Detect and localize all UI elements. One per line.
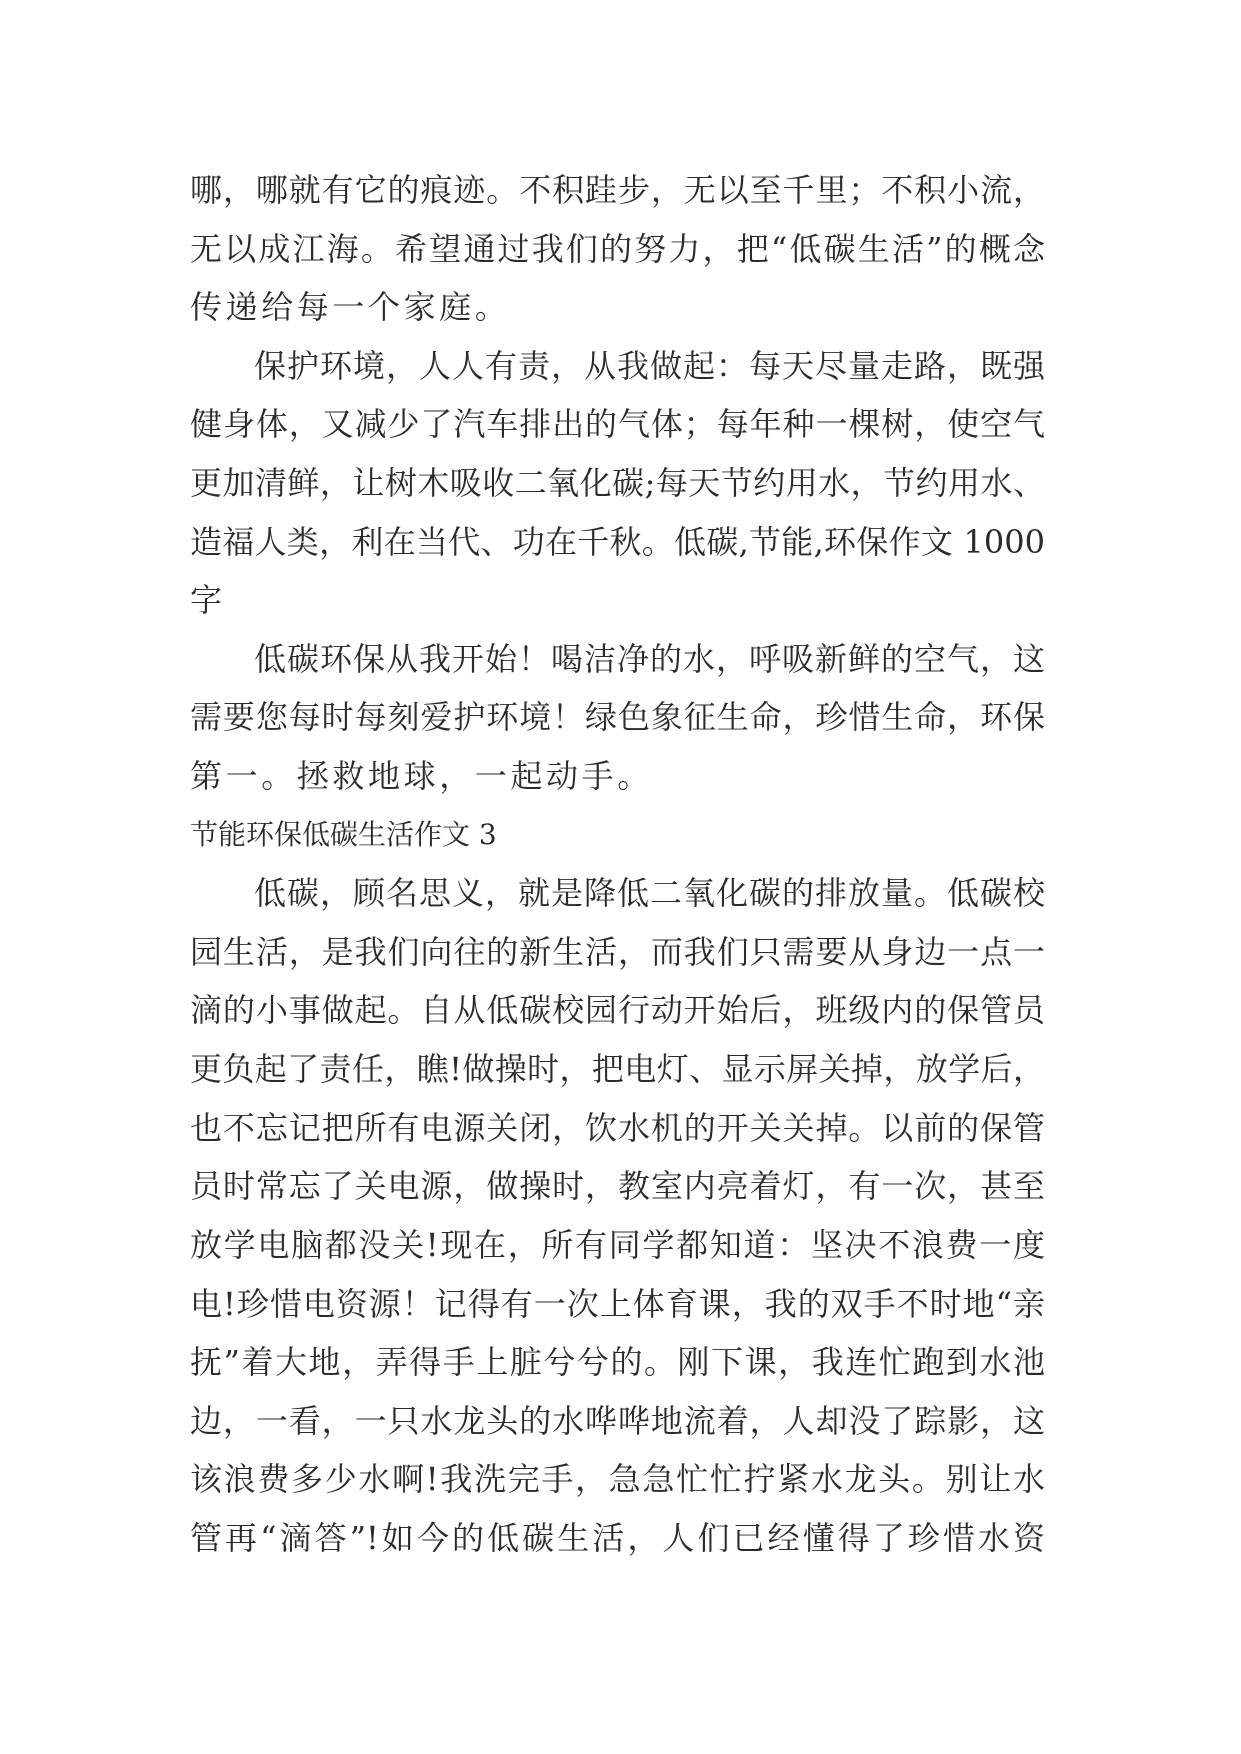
paragraph-line: 健身体，又减少了汽车排出的气体；每年种一棵树，使空气	[190, 405, 1045, 443]
paragraph-line: 滴的小事做起。自从低碳校园行动开始后，班级内的保管员	[190, 991, 1045, 1029]
paragraph-line: 无以成江海。希望通过我们的努力，把“低碳生活”的概念	[190, 230, 1045, 268]
paragraph-line: 更加清鲜，让树木吸收二氧化碳;每天节约用水，节约用水、	[190, 464, 1045, 502]
paragraph-line: 抚”着大地，弄得手上脏兮兮的。刚下课，我连忙跑到水池	[190, 1343, 1045, 1381]
paragraph-line: 传递给每一个家庭。	[190, 288, 511, 326]
paragraph-line: 园生活，是我们向往的新生活，而我们只需要从身边一点一	[190, 933, 1045, 971]
paragraph-line: 也不忘记把所有电源关闭，饮水机的开关关掉。以前的保管	[190, 1109, 1045, 1147]
paragraph-line: 低碳，顾名思义，就是降低二氧化碳的排放量。低碳校	[254, 874, 1045, 912]
paragraph-line: 该浪费多少水啊!我洗完手，急急忙忙拧紧水龙头。别让水	[190, 1460, 1045, 1498]
paragraph-line: 员时常忘了关电源，做操时，教室内亮着灯，有一次，甚至	[190, 1167, 1045, 1205]
paragraph-line: 需要您每时每刻爱护环境！绿色象征生命，珍惜生命，环保	[190, 698, 1045, 736]
paragraph-line: 边，一看，一只水龙头的水哗哗地流着，人却没了踪影，这	[190, 1402, 1045, 1440]
section-heading: 节能环保低碳生活作文 3	[190, 818, 497, 851]
paragraph-line: 保护环境，人人有责，从我做起：每天尽量走路，既强	[254, 347, 1045, 385]
paragraph-line: 第一。拯救地球，一起动手。	[190, 757, 653, 795]
paragraph-line: 管再“滴答”!如今的低碳生活，人们已经懂得了珍惜水资	[190, 1519, 1045, 1557]
paragraph-line: 电!珍惜电资源！记得有一次上体育课，我的双手不时地“亲	[190, 1285, 1045, 1323]
paragraph-line: 造福人类，利在当代、功在千秋。低碳,节能,环保作文 1000	[190, 523, 1045, 561]
paragraph-line: 低碳环保从我开始！喝洁净的水，呼吸新鲜的空气，这	[254, 640, 1045, 678]
paragraph-line: 字	[190, 581, 226, 619]
paragraph-line: 放学电脑都没关!现在，所有同学都知道：坚决不浪费一度	[190, 1226, 1045, 1264]
paragraph-line: 哪，哪就有它的痕迹。不积跬步，无以至千里；不积小流，	[190, 171, 1045, 209]
paragraph-line: 更负起了责任，瞧!做操时，把电灯、显示屏关掉，放学后，	[190, 1050, 1045, 1088]
